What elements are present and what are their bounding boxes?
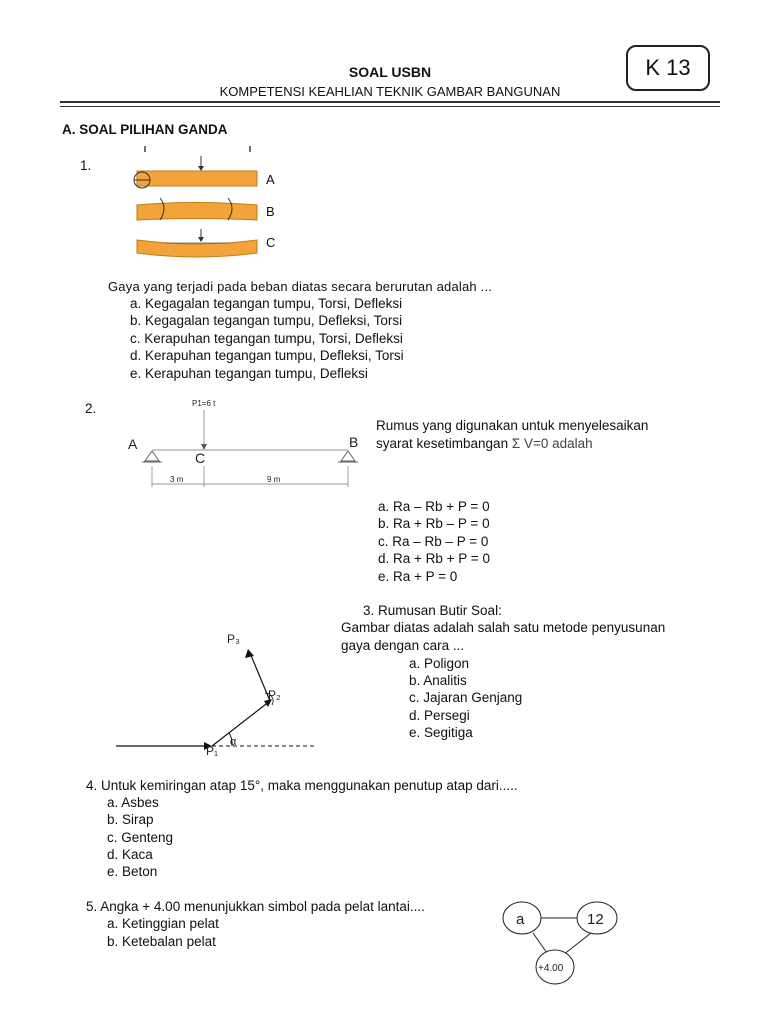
q2-option-c: c. Ra – Rb – P = 0	[378, 534, 489, 549]
section-heading: A. SOAL PILIHAN GANDA	[62, 122, 228, 137]
q1-number: 1.	[80, 158, 92, 173]
header-rule-thick	[60, 101, 720, 103]
alpha-label: α	[230, 736, 237, 748]
beam-label-b: B	[266, 204, 275, 219]
page-subtitle: KOMPETENSI KEAHLIAN TEKNIK GAMBAR BANGUNAN	[219, 84, 561, 99]
q1-option-d: d. Kerapuhan tegangan tumpu, Defleksi, Torsi	[130, 348, 404, 363]
q4-option-c: c. Genteng	[107, 830, 174, 845]
q3-question-line2: gaya dengan cara ...	[341, 638, 465, 653]
symbol-level-text: +4.00	[538, 963, 564, 974]
dim-left-label: 3 m	[170, 475, 184, 484]
q4-option-a: a. Asbes	[107, 795, 159, 810]
q4-option-e: e. Beton	[107, 864, 158, 879]
q5-option-b: b. Ketebalan pelat	[107, 934, 216, 949]
q1-option-b: b. Kegagalan tegangan tumpu, Defleksi, Torsi	[130, 313, 403, 328]
beam-b	[137, 203, 257, 221]
support-a-label: A	[128, 436, 138, 452]
q4-option-b: b. Sirap	[107, 812, 154, 827]
p2-label: P₂	[268, 688, 281, 702]
q2-option-d: d. Ra + Rb + P = 0	[378, 551, 490, 566]
point-c-label: C	[195, 450, 206, 466]
q4-option-d: d. Kaca	[107, 847, 153, 862]
p3-label: P₃	[227, 632, 240, 646]
q4-question: 4. Untuk kemiringan atap 15°, maka menggunakan penutup atap dari.....	[86, 778, 518, 793]
curriculum-badge: K 13	[626, 45, 710, 91]
q2-option-a: a. Ra – Rb + P = 0	[378, 499, 490, 514]
q5-level-symbol	[495, 895, 630, 995]
q3-question-line1: Gambar diatas adalah salah satu metode penyusunan	[341, 620, 666, 635]
beam-label-c: C	[266, 235, 276, 250]
q1-question: Gaya yang terjadi pada beban diatas secara berurutan adalah ...	[108, 279, 493, 294]
header-rule-thin	[60, 106, 720, 107]
q2-beam-figure	[120, 392, 370, 492]
symbol-12-text: 12	[587, 911, 604, 928]
p1-label: P₁	[206, 744, 219, 758]
q2-option-b: b. Ra + Rb – P = 0	[378, 516, 490, 531]
page-title: SOAL USBN	[348, 64, 432, 80]
beam-label-a: A	[266, 172, 275, 187]
q1-option-a: a. Kegagalan tegangan tumpu, Torsi, Defleksi	[130, 296, 403, 311]
q3-option-d: d. Persegi	[409, 708, 470, 723]
q3-force-polygon	[110, 625, 325, 765]
q3-option-e: e. Segitiga	[409, 725, 473, 740]
q3-option-a: a. Poligon	[409, 656, 470, 671]
q3-option-b: b. Analitis	[409, 673, 467, 688]
beam-a	[137, 171, 257, 186]
q5-option-a: a. Ketinggian pelat	[107, 916, 219, 931]
q3-option-c: c. Jajaran Genjang	[409, 690, 523, 705]
q2-number: 2.	[85, 401, 97, 416]
dim-right-label: 9 m	[267, 475, 281, 484]
q2-question-line2: syarat kesetimbangan Σ V=0 adalah	[376, 436, 593, 451]
q2-question-line1: Rumus yang digunakan untuk menyelesaikan	[376, 418, 649, 433]
symbol-a-text: a	[516, 911, 525, 928]
q1-option-e: e. Kerapuhan tegangan tumpu, Defleksi	[130, 366, 368, 381]
q1-beam-figure	[125, 140, 285, 260]
q3-heading: 3. Rumusan Butir Soal:	[363, 603, 502, 618]
q5-question: 5. Angka + 4.00 menunjukkan simbol pada pelat lantai....	[86, 899, 425, 914]
q2-option-e: e. Ra + P = 0	[378, 569, 458, 584]
q1-option-c: c. Kerapuhan tegangan tumpu, Torsi, Defleksi	[130, 331, 403, 346]
support-b-label: B	[349, 434, 359, 450]
load-label: P1=6 t	[192, 399, 216, 408]
beam-c	[137, 240, 257, 257]
